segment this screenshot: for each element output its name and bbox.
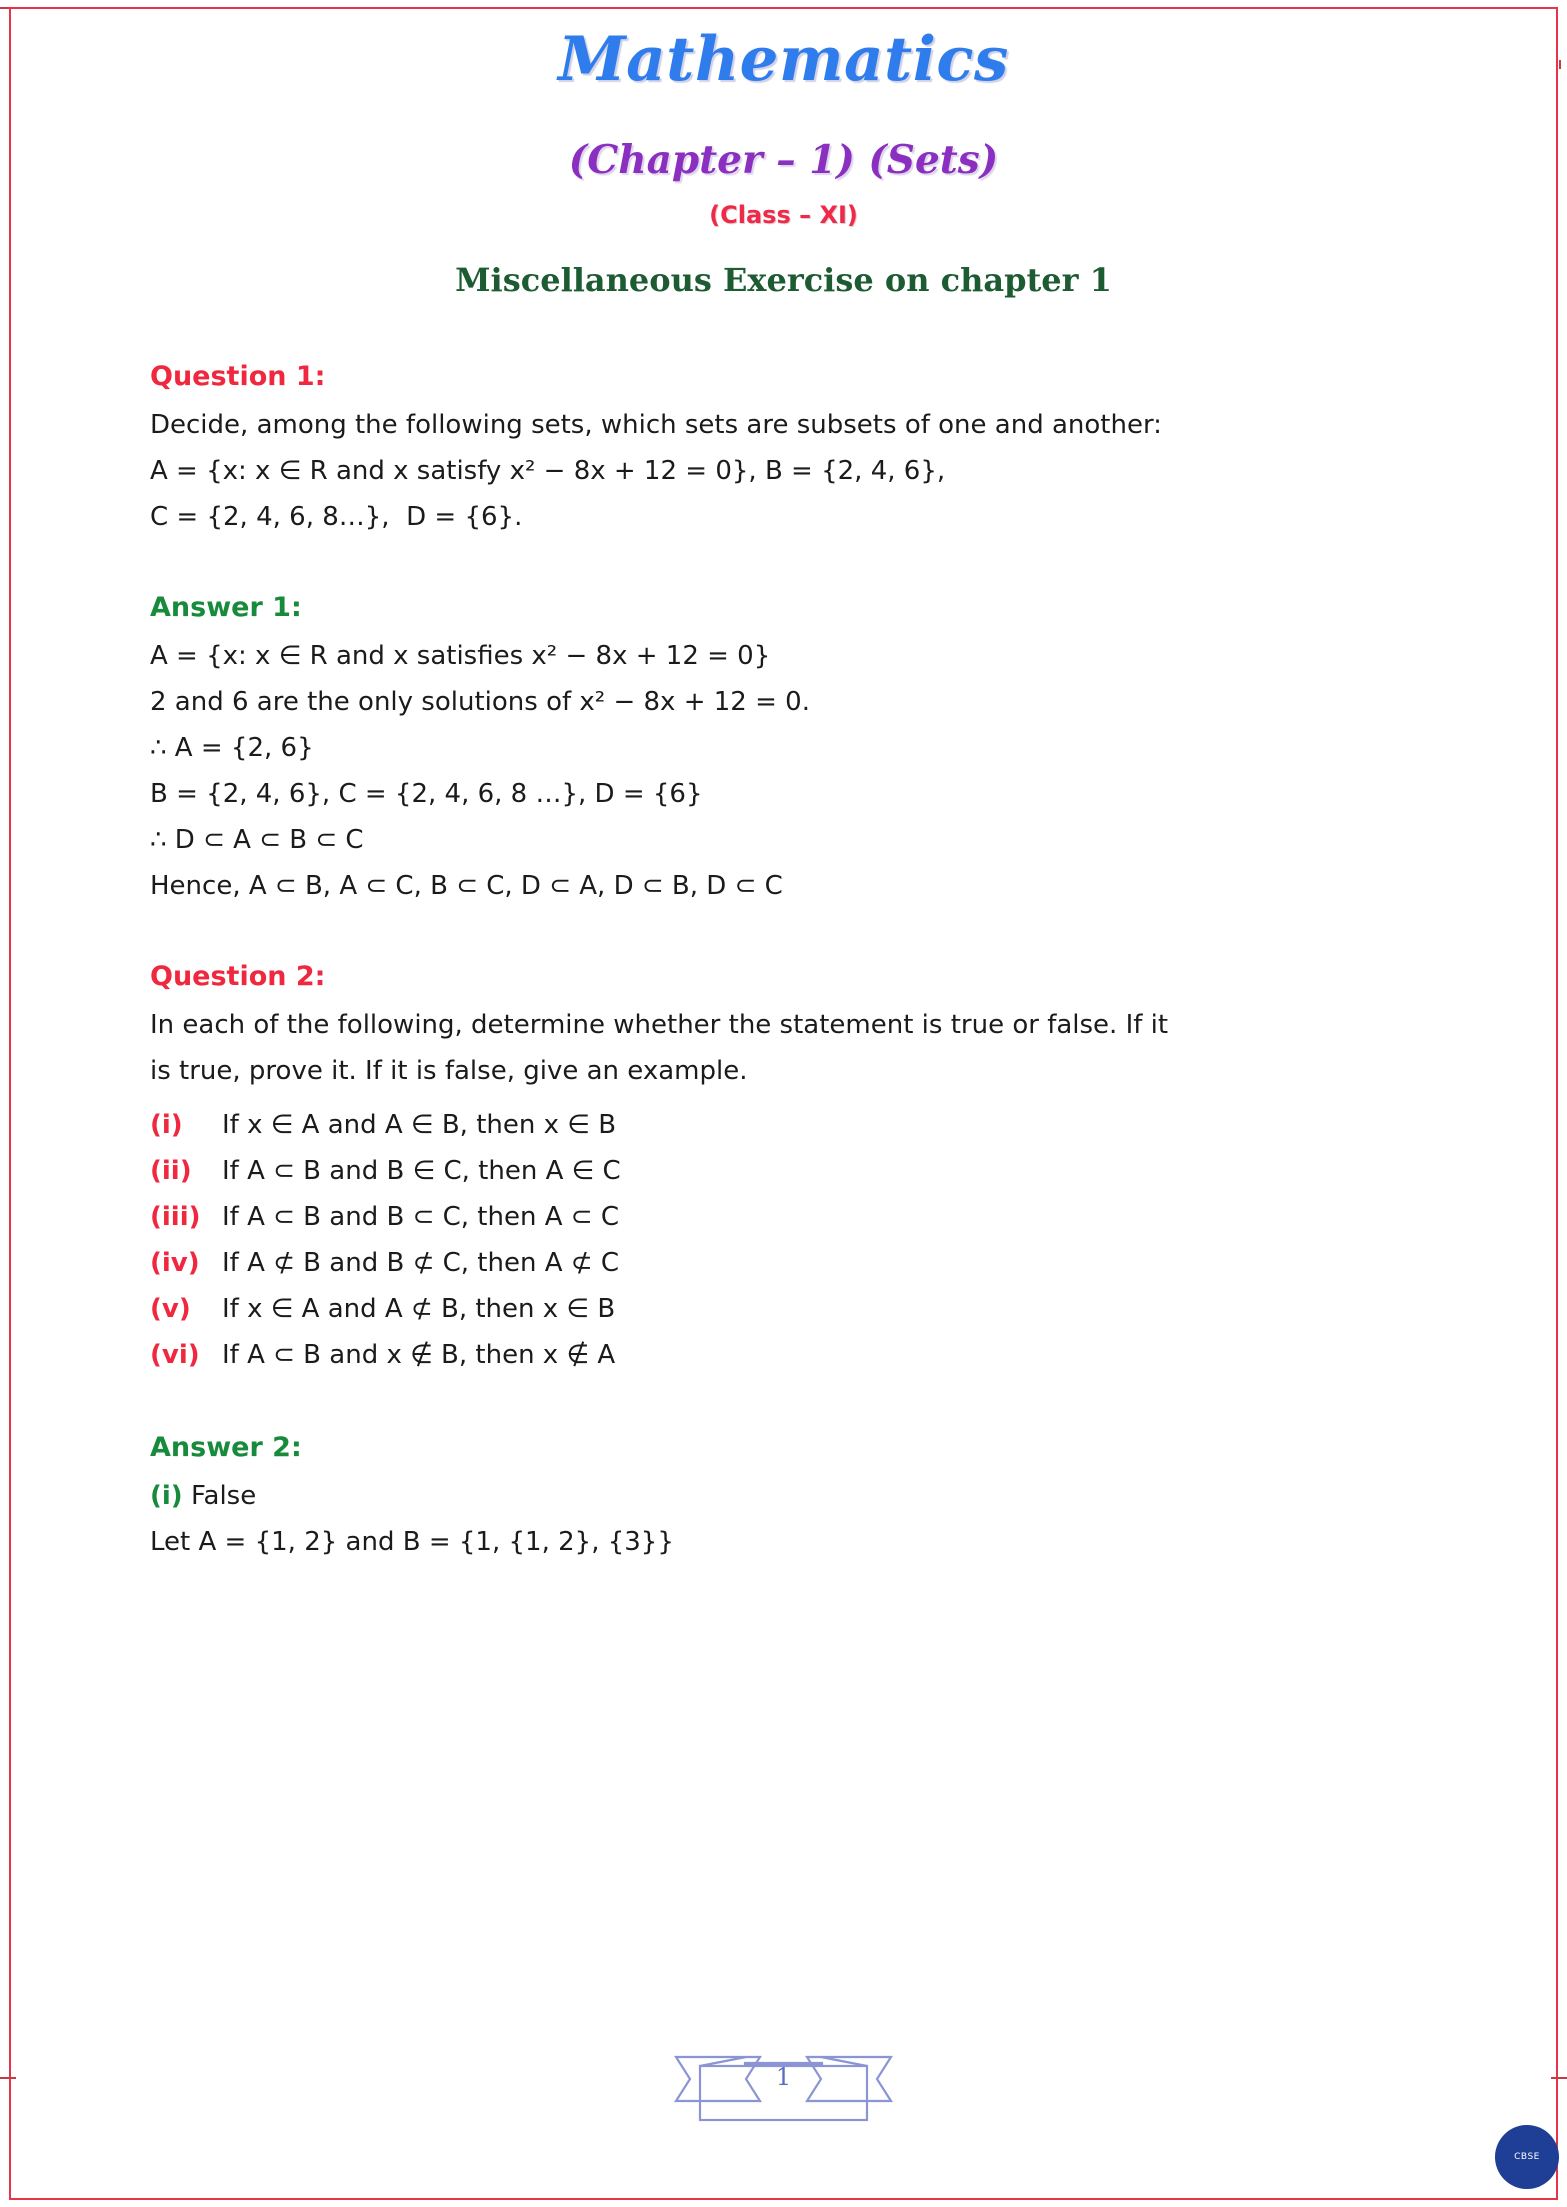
spacer (150, 1324, 1417, 1340)
question-2-intro-line-2: is true, prove it. If it is false, give an example. (150, 1056, 748, 1086)
question-1-line-1: Decide, among the following sets, which sets are subsets of one and another: (150, 410, 1162, 440)
spacer (150, 1140, 1417, 1156)
logo-label: CBSE (1514, 2152, 1540, 2162)
spacer (150, 484, 1417, 504)
question-2-item-ii (150, 1156, 1417, 1186)
chapter-title: (Chapter – 1) (Sets) (568, 137, 999, 183)
question-2-intro-line-1: In each of the following, determine whether the statement is true or false. If it (150, 1010, 1169, 1040)
answer-1-line-5: ∴ D ⊂ A ⊂ B ⊂ C (150, 825, 364, 855)
page-footer (0, 2035, 1567, 2162)
exercise-title: Miscellaneous Exercise on chapter 1 (455, 261, 1112, 299)
question-2-heading: Question 2: (150, 961, 326, 992)
spacer (150, 623, 1417, 643)
spacer (150, 992, 1417, 1012)
answer-1-line-3: ∴ A = {2, 6} (150, 733, 314, 763)
spacer (150, 299, 1417, 361)
spacer (150, 1038, 1417, 1058)
answer-2-sub-marker: (i) (150, 1481, 183, 1511)
list-marker: (iv) (150, 1248, 200, 1278)
answer-1-line-6: Hence, A ⊂ B, A ⊂ C, B ⊂ C, D ⊂ A, D ⊂ B, D ⊂ C (150, 871, 783, 901)
list-item-text: If A ⊂ B and x ∉ B, then x ∉ A (222, 1340, 616, 1370)
list-item-text: If A ⊄ B and B ⊄ C, then A ⊄ C (222, 1248, 619, 1278)
list-item-text: If x ∈ A and A ⊄ B, then x ∈ B (222, 1294, 616, 1324)
question-2-item-v (150, 1294, 1417, 1324)
answer-1-line-2: 2 and 6 are the only solutions of x² − 8x + 12 = 0. (150, 687, 810, 717)
spacer (150, 1084, 1417, 1110)
spacer (150, 1463, 1417, 1483)
question-2-item-iii (150, 1202, 1417, 1232)
question-2-item-i (150, 1110, 1417, 1140)
question-2-item-iv (150, 1248, 1417, 1278)
list-marker: (v) (150, 1294, 191, 1324)
spacer (150, 392, 1417, 412)
list-item-text: If A ⊂ B and B ∈ C, then A ∈ C (222, 1156, 621, 1186)
list-marker: (iii) (150, 1202, 201, 1232)
spacer (150, 1509, 1417, 1529)
list-marker: (ii) (150, 1156, 192, 1186)
question-1-line-2: A = {x: x ∈ R and x satisfy x² − 8x + 12 = 0}, B = {2, 4, 6}, (150, 456, 946, 486)
answer-2-verdict-line (150, 1483, 1417, 1509)
spacer (150, 438, 1417, 458)
spacer (150, 761, 1417, 781)
spacer (150, 530, 1417, 592)
spacer (150, 899, 1417, 961)
subject-title: Mathematics (558, 24, 1009, 95)
answer-2-example-line: Let A = {1, 2} and B = {1, {1, 2}, {3}} (150, 1527, 674, 1557)
spacer (150, 1370, 1417, 1432)
list-item-text: If x ∈ A and A ∈ B, then x ∈ B (222, 1110, 617, 1140)
spacer (150, 853, 1417, 873)
class-label: (Class – XI) (709, 201, 858, 229)
answer-1-heading: Answer 1: (150, 592, 302, 623)
spacer (150, 807, 1417, 827)
question-2-item-vi (150, 1340, 1417, 1370)
question-1-line-3: C = {2, 4, 6, 8…}, D = {6}. (150, 502, 523, 532)
site-logo (1495, 2125, 1559, 2189)
page-number: 1 (775, 2063, 792, 2091)
answer-1-line-4: B = {2, 4, 6}, C = {2, 4, 6, 8 …}, D = {6} (150, 779, 703, 809)
question-1-heading: Question 1: (150, 361, 326, 392)
answer-2-heading: Answer 2: (150, 1432, 302, 1463)
spacer (150, 1278, 1417, 1294)
answer-2-verdict: False (182, 1481, 257, 1511)
list-marker: (vi) (150, 1340, 200, 1370)
spacer (150, 1186, 1417, 1202)
answer-1-line-1: A = {x: x ∈ R and x satisfies x² − 8x + 12 = 0} (150, 641, 771, 671)
list-marker: (i) (150, 1110, 183, 1140)
spacer (150, 669, 1417, 689)
spacer (150, 715, 1417, 735)
list-item-text: If A ⊂ B and B ⊂ C, then A ⊂ C (222, 1202, 619, 1232)
spacer (150, 1232, 1417, 1248)
